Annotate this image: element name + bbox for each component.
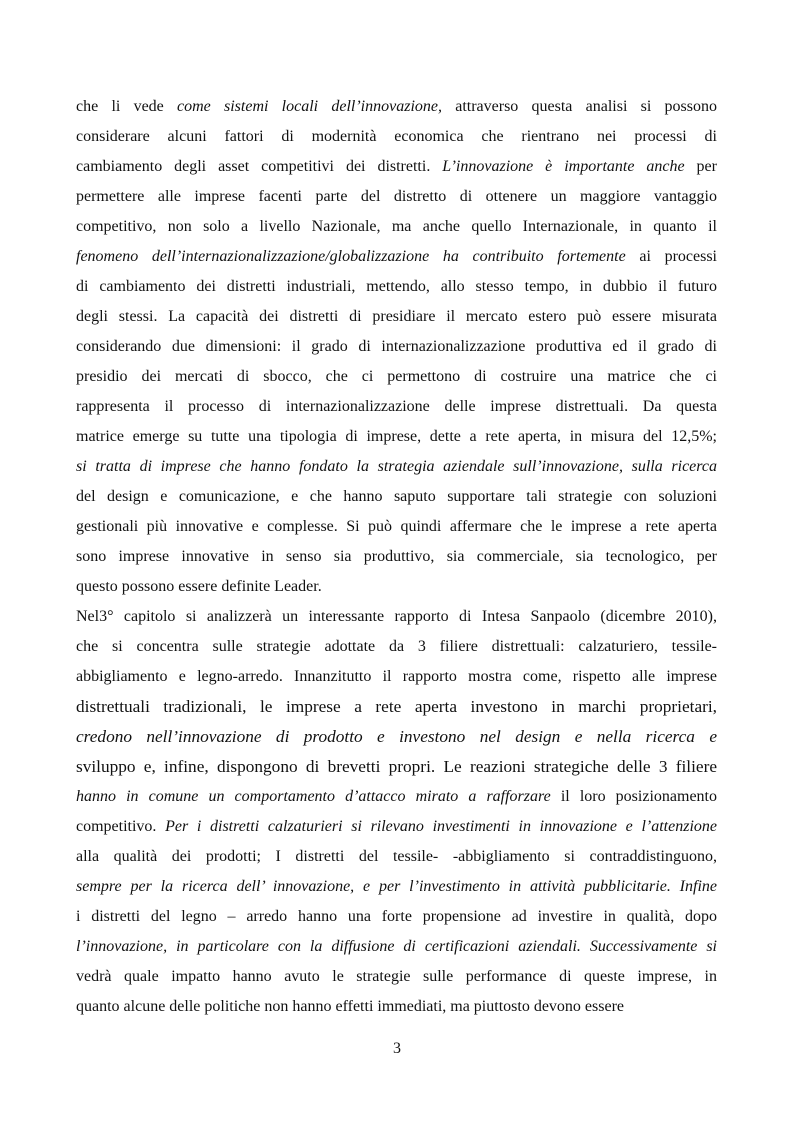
italic-text-span: fenomeno dell’internazionalizzazione/globalizzazione ha contribuito fortemente <box>76 248 626 265</box>
text-span: considerare alcuni fattori di modernità economica che rientrano nei processi di <box>76 128 717 145</box>
italic-text-span: l’innovazione, in particolare con la diffusione di certificazioni aziendali. Successivamente si <box>76 938 717 955</box>
text-line <box>76 482 717 512</box>
text-line <box>76 902 717 932</box>
text-line <box>76 662 717 692</box>
body-text <box>76 92 717 1022</box>
text-span: vedrà quale impatto hanno avuto le strategie sulle performance di queste imprese, in <box>76 968 717 985</box>
text-line <box>76 872 717 902</box>
text-line <box>76 392 717 422</box>
text-span: distrettuali tradizionali, le imprese a rete aperta investono in marchi proprietari, <box>76 697 717 716</box>
text-line <box>76 632 717 662</box>
text-span: di cambiamento dei distretti industriali, mettendo, allo stesso tempo, in dubbio il futuro <box>76 278 717 295</box>
text-span: competitivo. <box>76 818 166 835</box>
text-span: che li vede <box>76 98 177 115</box>
text-line <box>76 512 717 542</box>
text-line <box>76 992 717 1022</box>
text-line <box>76 152 717 182</box>
text-line <box>76 542 717 572</box>
text-span: matrice emerge su tutte una tipologia di imprese, dette a rete aperta, in misura del 12,5%; <box>76 428 717 445</box>
italic-text-span: hanno in comune un comportamento d’attacco mirato a rafforzare <box>76 788 551 805</box>
text-span: permettere alle imprese facenti parte del distretto di ottenere un maggiore vantaggio <box>76 188 717 205</box>
text-span: considerando due dimensioni: il grado di internazionalizzazione produttiva ed il grado di <box>76 338 717 355</box>
text-span: rappresenta il processo di internazionalizzazione delle imprese distrettuali. Da questa <box>76 398 717 415</box>
italic-text-span: come sistemi locali dell’innovazione, <box>177 98 442 115</box>
italic-text-span: L’innovazione è importante anche <box>442 158 685 175</box>
text-line <box>76 422 717 452</box>
italic-text-span: si tratta di imprese che hanno fondato la strategia aziendale sull’innovazione, sulla ricerca <box>76 458 717 475</box>
text-line <box>76 962 717 992</box>
text-span: attraverso questa analisi si possono <box>441 98 717 115</box>
text-line <box>76 602 717 632</box>
text-line <box>76 122 717 152</box>
text-span: ai processi <box>625 248 717 265</box>
text-span: i distretti del legno – arredo hanno una forte propensione ad investire in qualità, dopo <box>76 908 717 925</box>
italic-text-span: credono nell’innovazione di prodotto e investono nel design e nella ricerca e <box>76 727 717 746</box>
text-line <box>76 302 717 332</box>
text-span: sono imprese innovative in senso sia produttivo, sia commerciale, sia tecnologico, per <box>76 548 717 565</box>
text-line <box>76 782 717 812</box>
text-line <box>76 452 717 482</box>
text-line <box>76 242 717 272</box>
text-span: Nel3° capitolo si analizzerà un interessante rapporto di Intesa Sanpaolo (dicembre 2010), <box>76 608 717 625</box>
text-line <box>76 182 717 212</box>
text-line <box>76 362 717 392</box>
text-span: abbigliamento e legno-arredo. Innanzitutto il rapporto mostra come, rispetto alle imprese <box>76 668 717 685</box>
text-line <box>76 332 717 362</box>
text-line <box>76 752 717 782</box>
text-span: il loro posizionamento <box>550 788 717 805</box>
text-line <box>76 572 717 602</box>
text-span: quanto alcune delle politiche non hanno effetti immediati, ma piuttosto devono essere <box>76 998 624 1015</box>
text-line <box>76 212 717 242</box>
text-line <box>76 932 717 962</box>
text-line <box>76 842 717 872</box>
text-line <box>76 722 717 752</box>
text-line <box>76 692 717 722</box>
text-span: che si concentra sulle strategie adottate da 3 filiere distrettuali: calzaturiero, tessile- <box>76 638 717 655</box>
text-line <box>76 812 717 842</box>
text-span: del design e comunicazione, e che hanno saputo supportare tali strategie con soluzioni <box>76 488 717 505</box>
text-span: per <box>684 158 717 175</box>
text-span: competitivo, non solo a livello Nazionale, ma anche quello Internazionale, in quanto il <box>76 218 717 235</box>
text-span: gestionali più innovative e complesse. Si può quindi affermare che le imprese a rete aperta <box>76 518 717 535</box>
page-number: 3 <box>393 1040 401 1057</box>
text-span: questo possono essere definite Leader. <box>76 578 322 595</box>
italic-text-span: sempre per la ricerca dell’ innovazione, e per l’investimento in attività pubblicitarie. Infine <box>76 878 717 895</box>
text-span: alla qualità dei prodotti; I distretti del tessile- -abbigliamento si contraddistinguono, <box>76 848 717 865</box>
text-line <box>76 272 717 302</box>
text-span: cambiamento degli asset competitivi dei distretti. <box>76 158 443 175</box>
text-span: sviluppo e, infine, dispongono di brevetti propri. Le reazioni strategiche delle 3 filiere <box>76 757 717 776</box>
italic-text-span: Per i distretti calzaturieri si rilevano investimenti in innovazione e l’attenzione <box>165 818 717 835</box>
text-span: presidio dei mercati di sbocco, che ci permettono di costruire una matrice che ci <box>76 368 717 385</box>
text-span: degli stessi. La capacità dei distretti di presidiare il mercato estero può essere misurata <box>76 308 717 325</box>
text-line <box>76 92 717 122</box>
